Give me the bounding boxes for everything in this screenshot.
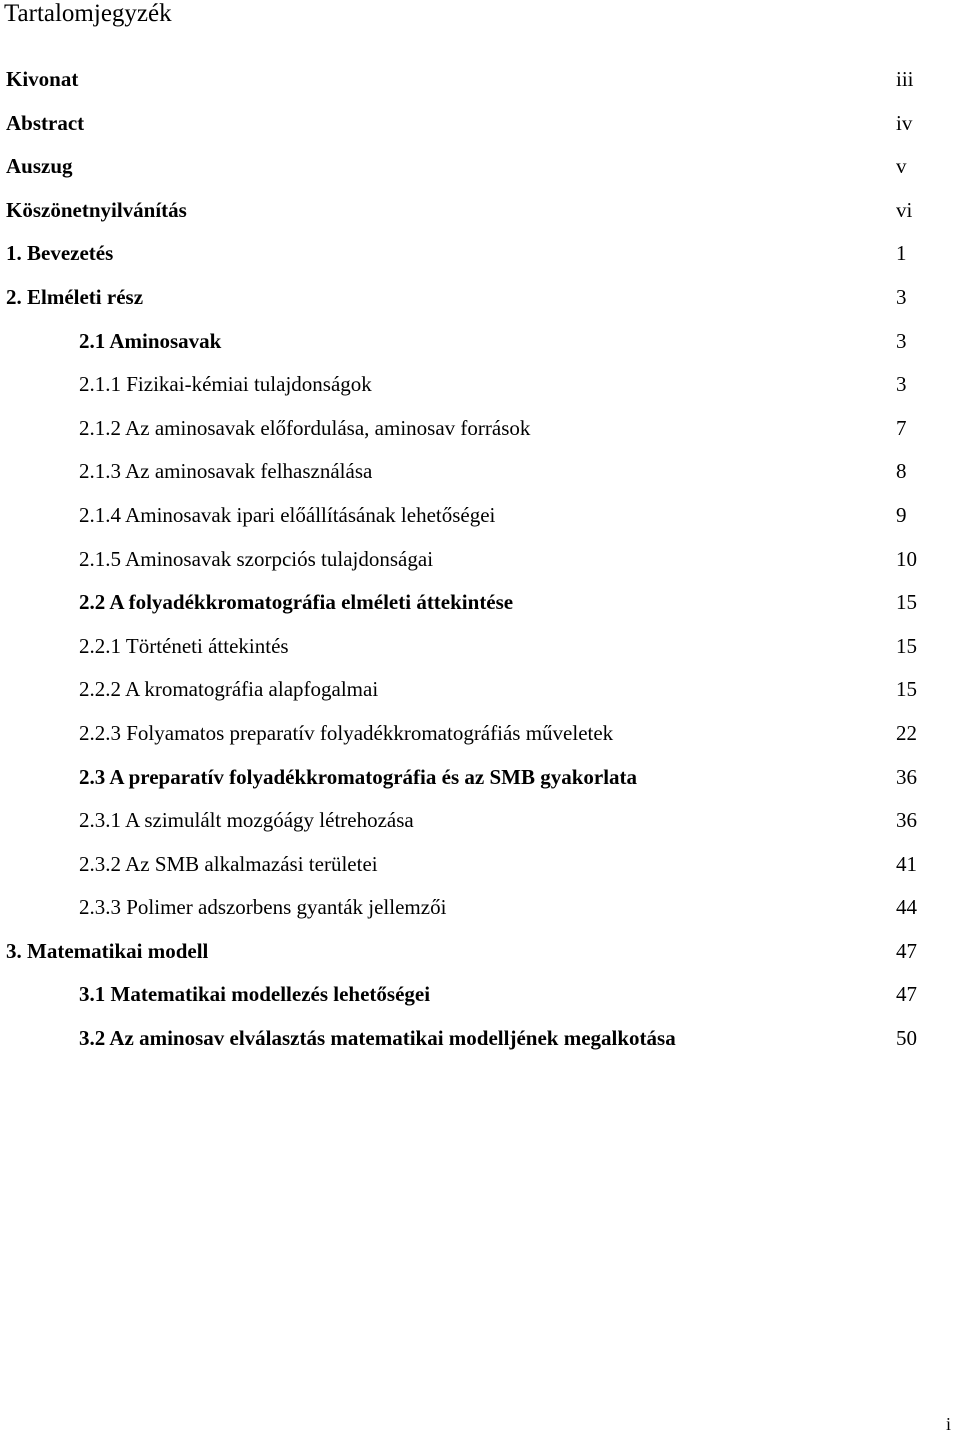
toc-entry[interactable] (0, 407, 960, 451)
toc-entry-page: 36 (896, 764, 917, 789)
toc-entry[interactable] (0, 58, 960, 102)
toc-entry-page: 15 (896, 590, 917, 615)
toc-entry[interactable] (0, 843, 960, 887)
toc-entry[interactable] (0, 232, 960, 276)
toc-entry[interactable] (0, 581, 960, 625)
toc-entry[interactable] (0, 1017, 960, 1061)
toc-entry-page: v (896, 154, 907, 179)
toc-entry-label: 2.3.3 Polimer adszorbens gyanták jellemzői (79, 895, 447, 920)
toc-entry-page: 10 (896, 546, 917, 571)
toc-entry[interactable] (0, 625, 960, 669)
toc-entry-label: 3. Matematikai modell (6, 938, 209, 963)
toc-entry-page: 7 (896, 415, 907, 440)
toc-entry-label: 3.1 Matematikai modellezés lehetőségei (79, 982, 431, 1007)
toc-entry-label: 2.1.4 Aminosavak ipari előállításának lehetőségei (79, 502, 496, 527)
toc-entry-page: 50 (896, 1026, 917, 1051)
toc-entry[interactable] (0, 189, 960, 233)
toc-entry-label: Abstract (6, 110, 85, 135)
toc-entry[interactable] (0, 756, 960, 800)
toc-entry[interactable] (0, 320, 960, 364)
toc-entry-page: 1 (896, 241, 907, 266)
toc-entry-label: 2. Elméleti rész (6, 284, 144, 309)
toc-entry-label: 2.2.1 Történeti áttekintés (79, 633, 289, 658)
toc-entry-label: 2.3.2 Az SMB alkalmazási területei (79, 851, 378, 876)
toc-entry-page: 15 (896, 677, 917, 702)
toc-entry-page: 41 (896, 851, 917, 876)
toc-entry-page: 47 (896, 982, 917, 1007)
toc-entry-page: 8 (896, 459, 907, 484)
toc-entry-label: 2.2 A folyadékkromatográfia elméleti áttekintése (79, 590, 514, 615)
toc-entry-label: 2.2.3 Folyamatos preparatív folyadékkromatográfiás műveletek (79, 720, 614, 745)
toc-entry-page: vi (896, 197, 913, 222)
toc-entry[interactable] (0, 538, 960, 582)
toc-entry[interactable] (0, 668, 960, 712)
toc-entry-page: 3 (896, 328, 907, 353)
table-of-contents (0, 58, 960, 1061)
toc-entry-page: 9 (896, 502, 907, 527)
toc-entry-label: 1. Bevezetés (6, 241, 114, 266)
toc-entry[interactable] (0, 363, 960, 407)
toc-entry[interactable] (0, 145, 960, 189)
toc-entry-label: 2.3 A preparatív folyadékkromatográfia és az SMB gyakorlata (79, 764, 638, 789)
toc-entry[interactable] (0, 276, 960, 320)
toc-entry-label: Auszug (6, 154, 73, 179)
toc-entry-label: 2.2.2 A kromatográfia alapfogalmai (79, 677, 379, 702)
toc-entry[interactable] (0, 712, 960, 756)
toc-entry-label: 2.1 Aminosavak (79, 328, 222, 353)
toc-entry-label: 2.1.5 Aminosavak szorpciós tulajdonságai (79, 546, 434, 571)
toc-entry-page: 3 (896, 372, 907, 397)
toc-entry-page: 36 (896, 808, 917, 833)
toc-entry-label: 2.1.3 Az aminosavak felhasználása (79, 459, 373, 484)
toc-entry-label: 2.3.1 A szimulált mozgóágy létrehozása (79, 808, 414, 833)
toc-entry-label: 2.1.2 Az aminosavak előfordulása, aminosav források (79, 415, 531, 440)
toc-entry-page: 22 (896, 720, 917, 745)
toc-entry-page: iv (896, 110, 913, 135)
toc-entry-page: iii (896, 67, 914, 91)
toc-entry-page: 15 (896, 633, 917, 658)
toc-entry-label: 2.1.1 Fizikai-kémiai tulajdonságok (79, 372, 372, 397)
footer-page-number: i (946, 1414, 952, 1434)
toc-entry-page: 3 (896, 284, 907, 309)
toc-entry-label: Köszönetnyilvánítás (6, 197, 187, 222)
toc-entry[interactable] (0, 102, 960, 146)
toc-entry[interactable] (0, 450, 960, 494)
toc-entry[interactable] (0, 494, 960, 538)
toc-heading: Tartalomjegyzék (4, 0, 172, 27)
toc-entry[interactable] (0, 973, 960, 1017)
toc-entry[interactable] (0, 886, 960, 930)
toc-entry[interactable] (0, 930, 960, 974)
toc-entry-page: 44 (896, 895, 917, 920)
toc-entry-page: 47 (896, 938, 917, 963)
toc-entry[interactable] (0, 799, 960, 843)
toc-entry-label: Kivonat (6, 67, 79, 91)
toc-entry-label: 3.2 Az aminosav elválasztás matematikai modelljének megalkotása (79, 1026, 676, 1051)
